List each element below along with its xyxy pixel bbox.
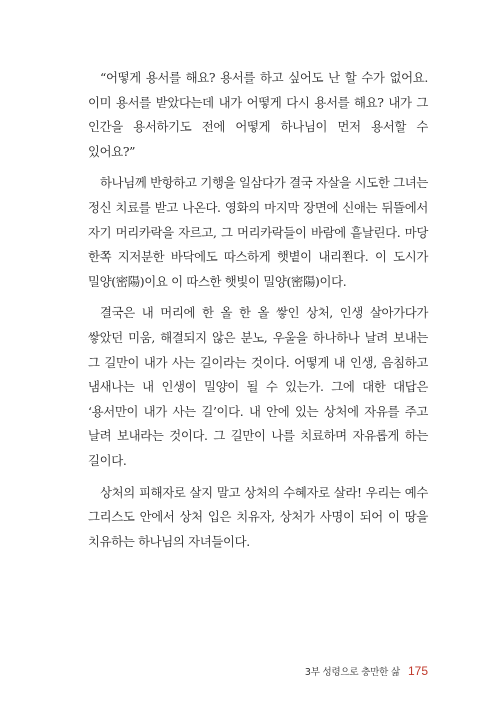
- paragraph-conclusion: 상처의 피해자로 살지 말고 상처의 수혜자로 살라! 우리는 예수 그리스도 안에서 상처 입은 치유자, 상처가 사명이 되어 이 땅을 치유하는 하나님의 자녀들이다.: [88, 484, 428, 549]
- running-head: 3부 성령으로 충만한 삶: [304, 667, 400, 678]
- paragraph-quote: “어떻게 용서를 해요? 용서를 하고 싶어도 난 할 수가 없어요. 이미 용서를 받았다는데 내가 어떻게 다시 용서를 해요? 내가 그 인간을 용서하기도 전에 어떻게 하나님이 먼저 용서할 수 있어요?”: [88, 70, 428, 159]
- page-footer: [305, 664, 428, 678]
- page-number: 175: [407, 664, 428, 678]
- paragraph-film-ending: 하나님께 반항하고 기행을 일삼다가 결국 자살을 시도한 그녀는 정신 치료를 받고 나온다. 영화의 마지막 장면에 신애는 뒤뜰에서 자기 머리카락을 자르고, 그 머리카락들이 바람에 흩날린다. 마당 한쪽 지저분한 바닥에도 따스하게 햇볕이 내리쬔다. 이 도시가 밀양(密陽)이요 이 따스한 햇빛이 밀양(密陽)이다.: [88, 175, 428, 289]
- paragraph-forgiveness: 결국은 내 머리에 한 올 한 올 쌓인 상처, 인생 살아가다가 쌓았던 미움, 해결되지 않은 분노, 우울을 하나하나 날려 보내는 그 길만이 내가 사는 길이라는 것이다. 어떻게 내 인생, 음침하고 냄새나는 내 인생이 밀양이 될 수 있는가. 그에 대한 대답은 ‘용서만이 내가 사는 길’이다. 내 안에 있는 상처에 자유를 주고 날려 보내라는 것이다. 그 길만이 나를 치료하며 자유롭게 하는 길이다.: [88, 305, 428, 468]
- body-text: [88, 66, 428, 561]
